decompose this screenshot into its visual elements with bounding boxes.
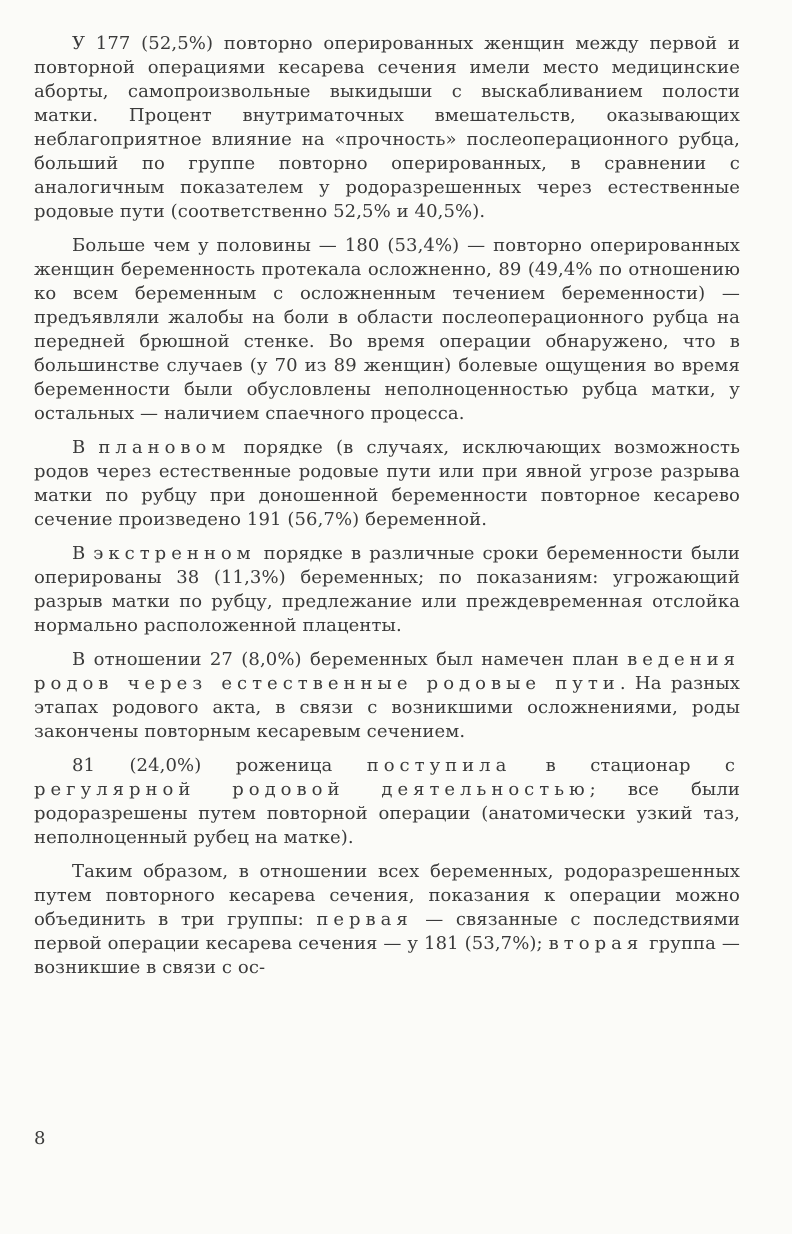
paragraph-2: [34, 234, 740, 426]
paragraph-7: [34, 860, 740, 980]
paragraph-3-text-a: В: [72, 437, 99, 458]
paragraph-7-text-b: — связанные с последствиями первой операции кесарева сечения — у 181 (53,7%);: [34, 909, 740, 954]
page-number: 8: [34, 1128, 46, 1149]
paragraph-7-text-c: группа — возникшие в связи с ос-: [34, 933, 740, 978]
paragraph-4: [34, 542, 740, 638]
paragraph-7-spaced-term-2: вторая: [548, 933, 644, 954]
paragraph-6: [34, 754, 740, 850]
paragraph-6-spaced-term-1: поступила: [366, 755, 512, 776]
paragraph-5: [34, 648, 740, 744]
paragraph-1-text: У 177 (52,5%) повторно оперированных женщин между первой и повторной операциями кесарева сечения имели место медицинские аборты, самопроизвольные выкидыши с выскабливанием полости матки. Процент внутриматочных вмешательств, оказывающих неблагоприятное влияние на «прочность» послеоперационного рубца, больший по группе повторно оперированных, в сравнении с аналогичным показателем у родоразрешенных через естественные родовые пути (соответственно 52,5% и 40,5%).: [34, 33, 740, 222]
page-body: [34, 32, 740, 990]
paragraph-4-text-b: порядке в различные сроки беременности были оперированы 38 (11,3%) беременных; по показаниям: угрожающий разрыв матки по рубцу, предлежание или преждевременная отслойка нормально расположенной плаценты.: [34, 543, 740, 636]
paragraph-1: [34, 32, 740, 224]
paragraph-6-text-c: ; все были родоразрешены путем повторной операции (анатомически узкий таз, неполноценный рубец на матке).: [34, 779, 740, 848]
paragraph-6-text-a: 81 (24,0%) роженица: [72, 755, 367, 776]
paragraph-7-spaced-term-1: первая: [316, 909, 413, 930]
paragraph-6-text-b: в стационар: [511, 755, 725, 776]
paragraph-3-text-b: порядке (в случаях, исключающих возможность родов через естественные родовые пути или при явной угрозе разрыва матки по рубцу при доношенной беременности повторное кесарево сечение произведено 191 (56,7%) беременной.: [34, 437, 740, 530]
paragraph-5-text-b: . На разных этапах родового акта, в связи с возникшими осложнениями, роды закончены повторным кесаревым сечением.: [34, 673, 740, 742]
paragraph-4-spaced-term: экстренном: [93, 543, 256, 564]
paragraph-3-spaced-term: плановом: [98, 437, 231, 458]
paragraph-2-text: Больше чем у половины — 180 (53,4%) — повторно оперированных женщин беременность протекала осложненно, 89 (49,4% по отношению ко всем беременным с осложненным течением беременности) — предъявляли жалобы на боли в области послеоперационного рубца на передней брюшной стенке. Во время операции обнаружено, что в большинстве случаев (у 70 из 89 женщин) болевые ощущения во время беременности были обусловлены неполноценностью рубца матки, у остальных — наличием спаечного процесса.: [34, 235, 740, 424]
paragraph-5-text-a: В отношении 27 (8,0%) беременных был намечен план: [72, 649, 628, 670]
paragraph-6-spaced-term-2: с регулярной родовой деятельностью: [34, 755, 741, 800]
paragraph-7-text-a: Таким образом, в отношении всех беременных, родоразрешенных путем повторного кесарева сечения, показания к операции можно объединить в три группы:: [34, 861, 740, 930]
paragraph-5-spaced-term: ведения родов через естественные родовые пути: [34, 649, 740, 694]
paragraph-4-text-a: В: [72, 543, 94, 564]
paragraph-3: [34, 436, 740, 532]
